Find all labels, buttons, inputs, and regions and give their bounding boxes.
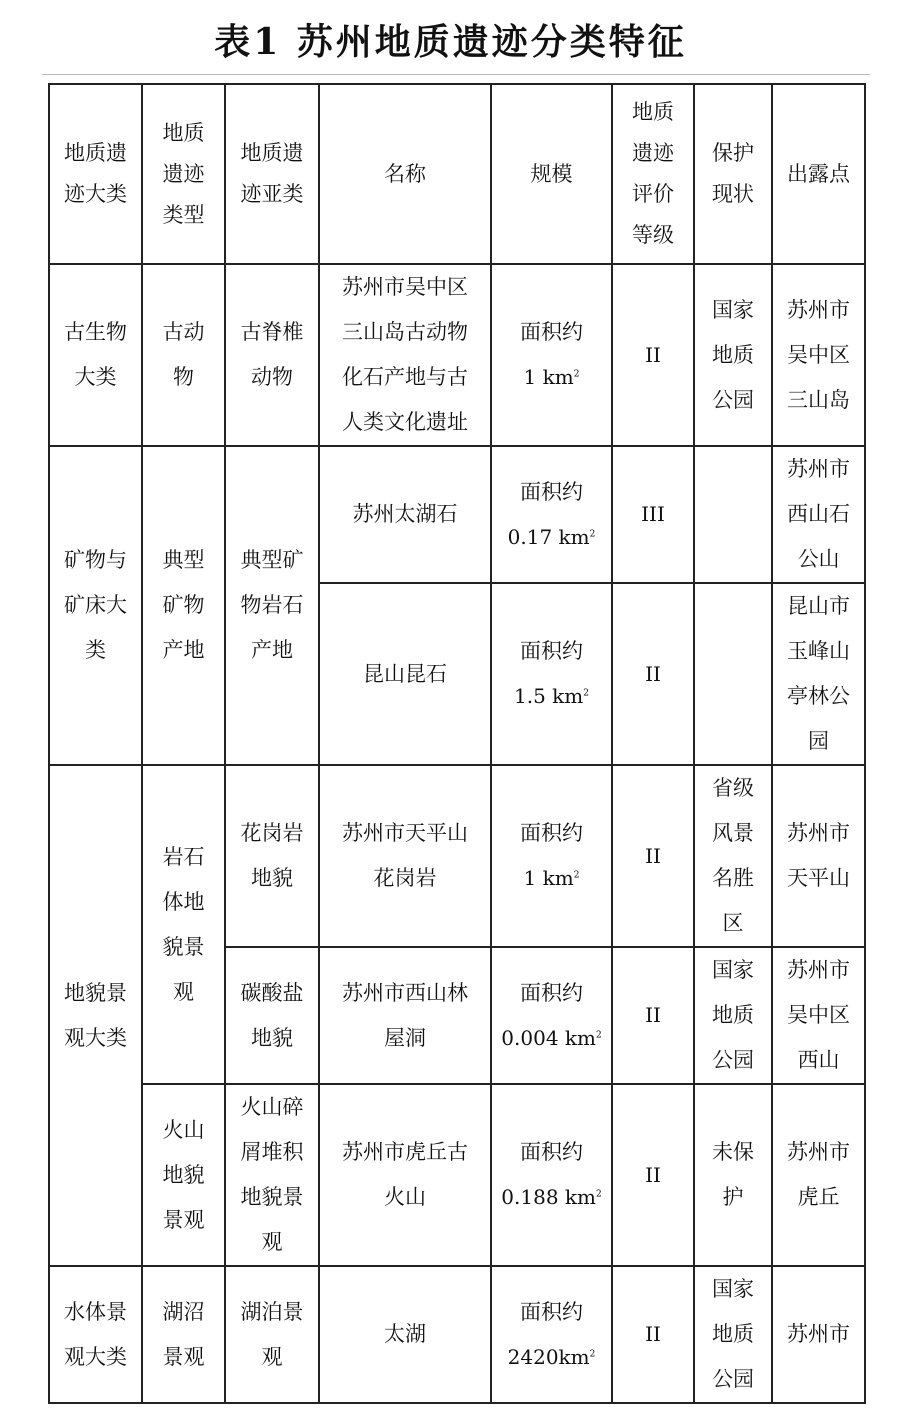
title-rule	[42, 74, 870, 75]
grade-cell: II	[612, 583, 694, 765]
category-cell: 矿物与 矿床大 类	[49, 446, 142, 765]
header-cell: 保护 现状	[694, 84, 772, 264]
protection-cell: 国家 地质 公园	[694, 1266, 772, 1403]
protection-cell: 省级 风景 名胜 区	[694, 765, 772, 947]
table-row	[49, 1084, 865, 1266]
category-cell: 古生物 大类	[49, 264, 142, 446]
header-cell: 出露点	[772, 84, 865, 264]
table-row	[49, 264, 865, 446]
table-title: 表1 苏州地质遗迹分类特征	[214, 21, 687, 63]
header-cell: 地质遗 迹亚类	[225, 84, 319, 264]
protection-cell	[694, 583, 772, 765]
header-cell: 地质 遗迹 类型	[142, 84, 225, 264]
grade-cell: II	[612, 1084, 694, 1266]
protection-cell: 国家 地质 公园	[694, 264, 772, 446]
subtype-cell: 火山碎 屑堆积 地貌景 观	[225, 1084, 319, 1266]
scale-cell: 面积约 1 $km^2$	[491, 765, 612, 947]
header-row	[49, 84, 865, 264]
grade-cell: II	[612, 947, 694, 1084]
protection-cell: 未保 护	[694, 1084, 772, 1266]
scale-cell: 面积约 0.17 $km^2$	[491, 446, 612, 583]
location-cell: 昆山市 玉峰山 亭林公 园	[772, 583, 865, 765]
location-cell: 苏州市	[772, 1266, 865, 1403]
grade-cell: II	[612, 1266, 694, 1403]
type-cell: 古动 物	[142, 264, 225, 446]
name-cell: 苏州市吴中区 三山岛古动物 化石产地与古 人类文化遗址	[319, 264, 491, 446]
subtype-cell: 花岗岩 地貌	[225, 765, 319, 947]
name-cell: 苏州市天平山 花岗岩	[319, 765, 491, 947]
location-cell: 苏州市 虎丘	[772, 1084, 865, 1266]
geo-heritage-table	[48, 83, 866, 1404]
location-cell: 苏州市 西山石 公山	[772, 446, 865, 583]
scale-cell: 面积约 1 $km^2$	[491, 264, 612, 446]
table-row	[49, 765, 865, 947]
category-cell: 地貌景 观大类	[49, 765, 142, 1266]
table-row	[49, 446, 865, 583]
name-cell: 昆山昆石	[319, 583, 491, 765]
location-cell: 苏州市 吴中区 三山岛	[772, 264, 865, 446]
location-cell: 苏州市 天平山	[772, 765, 865, 947]
scale-cell: 面积约 $2420km^2$	[491, 1266, 612, 1403]
location-cell: 苏州市 吴中区 西山	[772, 947, 865, 1084]
subtype-cell: 典型矿 物岩石 产地	[225, 446, 319, 765]
grade-cell: II	[612, 264, 694, 446]
grade-cell: III	[612, 446, 694, 583]
header-cell: 规模	[491, 84, 612, 264]
header-cell: 名称	[319, 84, 491, 264]
name-cell: 苏州市西山林 屋洞	[319, 947, 491, 1084]
protection-cell	[694, 446, 772, 583]
type-cell: 岩石 体地 貌景 观	[142, 765, 225, 1084]
subtype-cell: 古脊椎 动物	[225, 264, 319, 446]
subtype-cell: 碳酸盐 地貌	[225, 947, 319, 1084]
scale-cell: 面积约 0.188 $km^2$	[491, 1084, 612, 1266]
scale-cell: 面积约 1.5 $km^2$	[491, 583, 612, 765]
header-cell: 地质遗 迹大类	[49, 84, 142, 264]
name-cell: 苏州太湖石	[319, 446, 491, 583]
scale-cell: 面积约 0.004 $km^2$	[491, 947, 612, 1084]
category-cell: 水体景 观大类	[49, 1266, 142, 1403]
type-cell: 湖沼 景观	[142, 1266, 225, 1403]
table-row	[49, 1266, 865, 1403]
type-cell: 火山 地貌 景观	[142, 1084, 225, 1266]
name-cell: 苏州市虎丘古 火山	[319, 1084, 491, 1266]
name-cell: 太湖	[319, 1266, 491, 1403]
subtype-cell: 湖泊景 观	[225, 1266, 319, 1403]
protection-cell: 国家 地质 公园	[694, 947, 772, 1084]
header-cell: 地质 遗迹 评价 等级	[612, 84, 694, 264]
type-cell: 典型 矿物 产地	[142, 446, 225, 765]
grade-cell: II	[612, 765, 694, 947]
